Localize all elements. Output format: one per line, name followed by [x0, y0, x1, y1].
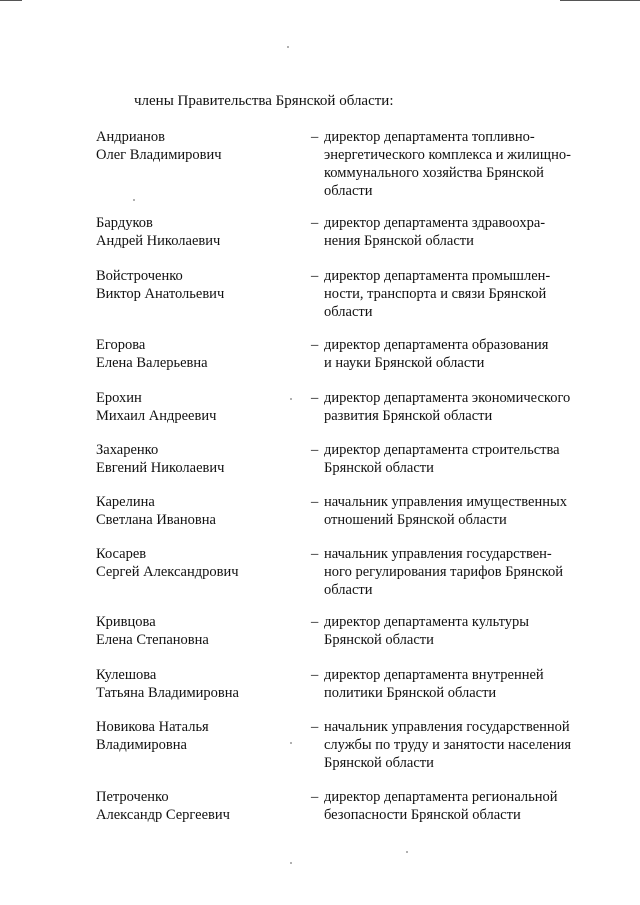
member-position-line: службы по труду и занятости населения [324, 737, 572, 753]
member-position [324, 128, 624, 200]
member-name [96, 336, 296, 372]
member-position-line: директор департамента внутренней [324, 667, 544, 683]
member-name [96, 666, 296, 702]
member-position [324, 666, 624, 702]
member-position-line: директор департамента строительства [324, 442, 560, 458]
member-position-line: директор департамента региональной [324, 789, 558, 805]
member-dash: – [311, 337, 319, 353]
member-dash: – [311, 442, 319, 458]
member-position-line: директор департамента образования [324, 337, 549, 353]
member-name [96, 389, 296, 425]
member-name-line: Кривцова [96, 614, 156, 630]
member-position-line: энергетического комплекса и жилищно- [324, 147, 571, 163]
member-position-line: развития Брянской области [324, 408, 493, 424]
section-heading: члены Правительства Брянской области: [134, 93, 394, 109]
member-position-line: безопасности Брянской области [324, 807, 521, 823]
member-position-line: области [324, 183, 373, 199]
member-position-line: директор департамента промышлен- [324, 268, 551, 284]
member-name-line: Карелина [96, 494, 155, 510]
member-dash: – [311, 789, 319, 805]
member-position [324, 718, 624, 772]
member-dash: – [311, 546, 319, 562]
member-name-line: Александр Сергеевич [96, 807, 230, 823]
member-name-line: Евгений Николаевич [96, 460, 225, 476]
member-position [324, 336, 624, 372]
member-position-line: отношений Брянской области [324, 512, 507, 528]
member-dash: – [311, 215, 319, 231]
member-position-line: и науки Брянской области [324, 355, 485, 371]
member-name [96, 267, 296, 303]
member-name-line: Захаренко [96, 442, 159, 458]
member-name-line: Андрей Николаевич [96, 233, 221, 249]
member-position-line: ного регулирования тарифов Брянской [324, 564, 563, 580]
member-dash: – [311, 719, 319, 735]
member-position-line: директор департамента экономического [324, 390, 571, 406]
member-position [324, 788, 624, 824]
member-position-line: области [324, 304, 373, 320]
member-dash: – [311, 667, 319, 683]
member-dash: – [311, 390, 319, 406]
member-position-line: области [324, 582, 373, 598]
member-name-line: Виктор Анатольевич [96, 286, 225, 302]
member-position-line: Брянской области [324, 755, 434, 771]
member-position [324, 441, 624, 477]
scan-speck [133, 199, 135, 201]
scan-speck [290, 862, 292, 864]
member-position [324, 267, 624, 321]
member-name [96, 613, 296, 649]
member-position [324, 545, 624, 599]
member-position [324, 493, 624, 529]
member-name-line: Егорова [96, 337, 146, 353]
member-name [96, 788, 296, 824]
member-name-line: Войстроченко [96, 268, 183, 284]
member-position-line: Брянской области [324, 632, 434, 648]
member-position-line: начальник управления имущественных [324, 494, 567, 510]
member-name [96, 718, 296, 754]
member-name-line: Светлана Ивановна [96, 512, 216, 528]
scan-speck [290, 398, 292, 400]
member-name [96, 493, 296, 529]
member-name-line: Елена Валерьевна [96, 355, 208, 371]
scan-speck [287, 46, 289, 48]
member-position-line: коммунального хозяйства Брянской [324, 165, 544, 181]
member-dash: – [311, 494, 319, 510]
member-position-line: начальник управления государствен- [324, 546, 552, 562]
member-dash: – [311, 268, 319, 284]
top-right-rule [560, 0, 640, 1]
scan-speck [290, 742, 292, 744]
member-name [96, 214, 296, 250]
member-name-line: Михаил Андреевич [96, 408, 217, 424]
member-name-line: Ерохин [96, 390, 142, 406]
member-dash: – [311, 129, 319, 145]
member-position-line: директор департамента культуры [324, 614, 530, 630]
top-left-rule [0, 0, 22, 1]
member-name-line: Сергей Александрович [96, 564, 239, 580]
member-name-line: Андрианов [96, 129, 165, 145]
member-position [324, 613, 624, 649]
member-dash: – [311, 614, 319, 630]
member-name-line: Татьяна Владимировна [96, 685, 239, 701]
member-name-line: Петроченко [96, 789, 169, 805]
member-name [96, 128, 296, 164]
member-position-line: ности, транспорта и связи Брянской [324, 286, 547, 302]
member-name-line: Кулешова [96, 667, 157, 683]
member-position-line: директор департамента топливно- [324, 129, 535, 145]
member-name-line: Косарев [96, 546, 147, 562]
member-name-line: Бардуков [96, 215, 153, 231]
member-position [324, 214, 624, 250]
member-name-line: Новикова Наталья [96, 719, 209, 735]
member-position-line: начальник управления государственной [324, 719, 570, 735]
member-name [96, 545, 296, 581]
member-name-line: Елена Степановна [96, 632, 209, 648]
member-position-line: Брянской области [324, 460, 434, 476]
member-name [96, 441, 296, 477]
member-position [324, 389, 624, 425]
member-name-line: Олег Владимирович [96, 147, 222, 163]
member-position-line: нения Брянской области [324, 233, 474, 249]
member-position-line: директор департамента здравоохра- [324, 215, 546, 231]
member-name-line: Владимировна [96, 737, 187, 753]
member-position-line: политики Брянской области [324, 685, 497, 701]
scan-speck [406, 851, 408, 853]
